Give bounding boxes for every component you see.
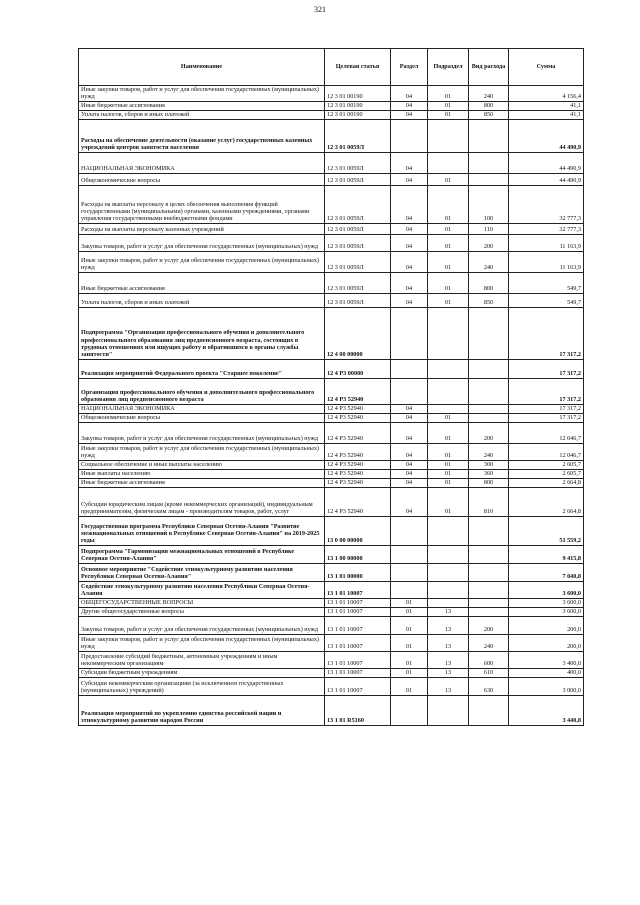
row-amount: 41,1 bbox=[509, 101, 584, 110]
row-amount: 200,0 bbox=[509, 634, 584, 651]
row-section: 04 bbox=[391, 86, 428, 102]
row-name: Закупка товаров, работ и услуг для обеспечения государственных (муниципальных) нужд bbox=[79, 234, 325, 251]
row-amount: 11 163,9 bbox=[509, 234, 584, 251]
row-amount: 17 317,2 bbox=[509, 404, 584, 413]
table-row bbox=[79, 223, 584, 234]
table-row bbox=[79, 516, 584, 545]
row-subsection bbox=[428, 581, 469, 598]
row-subsection: 01 bbox=[428, 293, 469, 307]
row-amount: 3 440,8 bbox=[509, 695, 584, 725]
table-row bbox=[79, 173, 584, 185]
row-name: Иные закупки товаров, работ и услуг для обеспечения государственных (муниципальных) нужд bbox=[79, 443, 325, 460]
row-subsection: 01 bbox=[428, 487, 469, 516]
row-section: 04 bbox=[391, 152, 428, 173]
row-name: Общеэкономические вопросы bbox=[79, 173, 325, 185]
table-row bbox=[79, 272, 584, 293]
row-amount: 44 490,9 bbox=[509, 119, 584, 152]
row-section: 01 bbox=[391, 607, 428, 616]
row-section: 04 bbox=[391, 422, 428, 443]
table-row bbox=[79, 359, 584, 378]
row-amount: 17 317,2 bbox=[509, 413, 584, 422]
row-expense-type: 800 bbox=[469, 272, 509, 293]
row-target-article: 12 3 01 0059Л bbox=[325, 173, 391, 185]
row-amount: 200,0 bbox=[509, 616, 584, 634]
row-subsection: 13 bbox=[428, 668, 469, 677]
row-amount: 2 664,8 bbox=[509, 478, 584, 487]
row-target-article: 13 1 01 00000 bbox=[325, 563, 391, 581]
row-expense-type: 240 bbox=[469, 634, 509, 651]
row-section bbox=[391, 307, 428, 359]
row-amount: 2 605,7 bbox=[509, 460, 584, 469]
row-section: 01 bbox=[391, 616, 428, 634]
row-amount: 400,0 bbox=[509, 668, 584, 677]
row-section: 04 bbox=[391, 251, 428, 272]
row-target-article: 13 1 01 10007 bbox=[325, 598, 391, 607]
row-target-article: 12 4 P3 52940 bbox=[325, 378, 391, 404]
row-section bbox=[391, 545, 428, 563]
row-expense-type: 850 bbox=[469, 110, 509, 119]
table-row bbox=[79, 293, 584, 307]
header-expense-type: Вид расхода bbox=[469, 49, 509, 86]
table-row bbox=[79, 677, 584, 695]
row-expense-type: 610 bbox=[469, 668, 509, 677]
row-section: 01 bbox=[391, 634, 428, 651]
row-amount: 2 605,7 bbox=[509, 469, 584, 478]
row-target-article: 12 4 P3 52940 bbox=[325, 460, 391, 469]
row-amount: 17 317,2 bbox=[509, 307, 584, 359]
row-target-article: 12 3 01 0059Л bbox=[325, 293, 391, 307]
table-row bbox=[79, 404, 584, 413]
row-expense-type: 630 bbox=[469, 677, 509, 695]
row-target-article: 13 1 01 10007 bbox=[325, 677, 391, 695]
row-expense-type: 800 bbox=[469, 478, 509, 487]
row-amount: 17 317,2 bbox=[509, 378, 584, 404]
row-expense-type: 240 bbox=[469, 86, 509, 102]
row-name: Расходы на выплаты персоналу казенных учреждений bbox=[79, 223, 325, 234]
row-target-article: 12 4 P3 52940 bbox=[325, 422, 391, 443]
row-amount: 17 317,2 bbox=[509, 359, 584, 378]
row-amount: 7 040,8 bbox=[509, 563, 584, 581]
row-expense-type: 810 bbox=[469, 487, 509, 516]
row-target-article: 13 1 01 10007 bbox=[325, 581, 391, 598]
budget-table bbox=[78, 48, 584, 726]
row-section: 04 bbox=[391, 223, 428, 234]
row-subsection: 13 bbox=[428, 607, 469, 616]
row-name: Государственная программа Республики Северная Осетия-Алания "Развитие межнациональных отношений в Республике Северная Осетия-Алания" на 2019-2025 годы bbox=[79, 516, 325, 545]
row-section bbox=[391, 563, 428, 581]
row-name: Подпрограмма "Гармонизация межнациональных отношений в Республике Северная Осетия-Алания" bbox=[79, 545, 325, 563]
row-name: Другие общегосударственные вопросы bbox=[79, 607, 325, 616]
table-row bbox=[79, 152, 584, 173]
row-amount: 11 163,9 bbox=[509, 251, 584, 272]
row-amount: 12 046,7 bbox=[509, 443, 584, 460]
row-name: Закупка товаров, работ и услуг для обеспечения государственных (муниципальных) нужд bbox=[79, 422, 325, 443]
row-section: 04 bbox=[391, 460, 428, 469]
row-target-article: 12 3 01 0059Л bbox=[325, 234, 391, 251]
row-name: Организация профессионального обучения и дополнительного профессионального образования лиц предпенсионного возраста bbox=[79, 378, 325, 404]
row-target-article: 12 3 01 0059Л bbox=[325, 223, 391, 234]
table-row bbox=[79, 651, 584, 668]
table-row bbox=[79, 185, 584, 223]
row-expense-type bbox=[469, 152, 509, 173]
row-target-article: 12 4 P3 52940 bbox=[325, 478, 391, 487]
row-section bbox=[391, 516, 428, 545]
row-subsection: 01 bbox=[428, 110, 469, 119]
header-target-article: Целевая статья bbox=[325, 49, 391, 86]
row-section: 01 bbox=[391, 677, 428, 695]
row-name: Иные бюджетные ассигнования bbox=[79, 478, 325, 487]
row-amount: 44 490,9 bbox=[509, 152, 584, 173]
table-row bbox=[79, 443, 584, 460]
row-name: Реализация мероприятий по укреплению единства российской нации и этнокультурному развитию народов России bbox=[79, 695, 325, 725]
row-name: Основное мероприятие "Содействие этнокультурному развитию населения Республики Северная Осетия-Алания" bbox=[79, 563, 325, 581]
row-amount: 549,7 bbox=[509, 293, 584, 307]
row-section: 04 bbox=[391, 234, 428, 251]
table-row bbox=[79, 598, 584, 607]
row-subsection: 01 bbox=[428, 185, 469, 223]
row-subsection: 01 bbox=[428, 460, 469, 469]
row-target-article: 13 0 00 00000 bbox=[325, 516, 391, 545]
row-subsection: 01 bbox=[428, 223, 469, 234]
row-subsection: 13 bbox=[428, 651, 469, 668]
row-amount: 3 600,0 bbox=[509, 607, 584, 616]
row-expense-type: 360 bbox=[469, 469, 509, 478]
row-expense-type bbox=[469, 598, 509, 607]
row-subsection: 01 bbox=[428, 413, 469, 422]
row-target-article: 12 4 00 00000 bbox=[325, 307, 391, 359]
row-target-article: 12 4 P3 00000 bbox=[325, 359, 391, 378]
row-expense-type bbox=[469, 359, 509, 378]
row-subsection: 13 bbox=[428, 634, 469, 651]
row-subsection: 01 bbox=[428, 443, 469, 460]
row-subsection bbox=[428, 378, 469, 404]
row-amount: 4 156,4 bbox=[509, 86, 584, 102]
row-name: НАЦИОНАЛЬНАЯ ЭКОНОМИКА bbox=[79, 152, 325, 173]
row-section: 04 bbox=[391, 110, 428, 119]
table-body bbox=[79, 86, 584, 726]
table-row bbox=[79, 581, 584, 598]
header-subsection: Подраздел bbox=[428, 49, 469, 86]
row-name: Расходы на обеспечение деятельности (оказание услуг) государственных казенных учреждений центров занятости населения bbox=[79, 119, 325, 152]
row-section bbox=[391, 378, 428, 404]
header-name: Наименование bbox=[79, 49, 325, 86]
table-row bbox=[79, 422, 584, 443]
table-row bbox=[79, 251, 584, 272]
row-expense-type: 100 bbox=[469, 185, 509, 223]
row-amount: 3 000,0 bbox=[509, 677, 584, 695]
row-subsection: 01 bbox=[428, 478, 469, 487]
row-expense-type bbox=[469, 581, 509, 598]
row-name: Иные закупки товаров, работ и услуг для обеспечения государственных (муниципальных) нужд bbox=[79, 251, 325, 272]
row-name: Иные выплаты населению bbox=[79, 469, 325, 478]
table-row bbox=[79, 119, 584, 152]
row-name: Субсидии бюджетным учреждениям bbox=[79, 668, 325, 677]
row-target-article: 13 1 01 10007 bbox=[325, 607, 391, 616]
row-expense-type: 800 bbox=[469, 101, 509, 110]
row-target-article: 12 4 P3 52940 bbox=[325, 404, 391, 413]
row-subsection bbox=[428, 359, 469, 378]
row-name: Иные бюджетные ассигнования bbox=[79, 272, 325, 293]
row-amount: 32 777,3 bbox=[509, 185, 584, 223]
table-row bbox=[79, 545, 584, 563]
row-expense-type bbox=[469, 119, 509, 152]
table-row bbox=[79, 487, 584, 516]
table-row bbox=[79, 469, 584, 478]
row-name: Иные бюджетные ассигнования bbox=[79, 101, 325, 110]
row-expense-type bbox=[469, 607, 509, 616]
table-row bbox=[79, 607, 584, 616]
row-expense-type bbox=[469, 378, 509, 404]
row-expense-type: 200 bbox=[469, 422, 509, 443]
row-subsection: 01 bbox=[428, 173, 469, 185]
row-subsection: 13 bbox=[428, 677, 469, 695]
row-amount: 51 559,2 bbox=[509, 516, 584, 545]
row-section: 04 bbox=[391, 487, 428, 516]
row-name: НАЦИОНАЛЬНАЯ ЭКОНОМИКА bbox=[79, 404, 325, 413]
row-subsection bbox=[428, 152, 469, 173]
table-row bbox=[79, 413, 584, 422]
row-expense-type bbox=[469, 404, 509, 413]
row-section bbox=[391, 359, 428, 378]
row-amount: 2 664,8 bbox=[509, 487, 584, 516]
row-name: Иные закупки товаров, работ и услуг для обеспечения государственных (муниципальных) нужд bbox=[79, 86, 325, 102]
row-target-article: 12 3 01 0059Л bbox=[325, 152, 391, 173]
row-subsection bbox=[428, 404, 469, 413]
row-subsection: 01 bbox=[428, 272, 469, 293]
row-subsection bbox=[428, 695, 469, 725]
row-section: 04 bbox=[391, 469, 428, 478]
row-amount: 32 777,3 bbox=[509, 223, 584, 234]
table-row bbox=[79, 234, 584, 251]
page-number: 321 bbox=[314, 5, 326, 14]
row-target-article: 13 1 01 10007 bbox=[325, 651, 391, 668]
row-section: 04 bbox=[391, 173, 428, 185]
row-name: Содействие этнокультурному развитию населения Республики Северная Осетия-Алания bbox=[79, 581, 325, 598]
row-expense-type: 200 bbox=[469, 234, 509, 251]
row-subsection: 01 bbox=[428, 86, 469, 102]
row-section bbox=[391, 119, 428, 152]
row-name: Общеэкономические вопросы bbox=[79, 413, 325, 422]
row-subsection: 01 bbox=[428, 234, 469, 251]
row-subsection bbox=[428, 119, 469, 152]
row-expense-type: 300 bbox=[469, 460, 509, 469]
row-subsection bbox=[428, 307, 469, 359]
row-name: Уплата налогов, сборов и иных платежей bbox=[79, 110, 325, 119]
row-name: Иные закупки товаров, работ и услуг для обеспечения государственных (муниципальных) нужд bbox=[79, 634, 325, 651]
row-section: 01 bbox=[391, 668, 428, 677]
row-subsection: 01 bbox=[428, 101, 469, 110]
row-subsection bbox=[428, 598, 469, 607]
row-expense-type bbox=[469, 307, 509, 359]
row-section: 01 bbox=[391, 598, 428, 607]
table-row bbox=[79, 668, 584, 677]
row-name: Субсидии юридическим лицам (кроме некоммерческих организаций), индивидуальным предпринимателям, физическим лицам - производителям товаров, работ, услуг bbox=[79, 487, 325, 516]
row-target-article: 12 3 01 0059Л bbox=[325, 119, 391, 152]
row-section: 01 bbox=[391, 651, 428, 668]
row-target-article: 12 4 P3 52940 bbox=[325, 413, 391, 422]
row-section: 04 bbox=[391, 185, 428, 223]
row-amount: 3 600,0 bbox=[509, 581, 584, 598]
row-target-article: 12 3 01 00190 bbox=[325, 86, 391, 102]
table-row bbox=[79, 307, 584, 359]
row-target-article: 13 1 01 10007 bbox=[325, 668, 391, 677]
header-section: Раздел bbox=[391, 49, 428, 86]
row-amount: 549,7 bbox=[509, 272, 584, 293]
row-section: 04 bbox=[391, 413, 428, 422]
table-row bbox=[79, 460, 584, 469]
table-row bbox=[79, 563, 584, 581]
table-row bbox=[79, 634, 584, 651]
row-amount: 3 600,0 bbox=[509, 598, 584, 607]
row-amount: 12 046,7 bbox=[509, 422, 584, 443]
row-target-article: 12 3 01 0059Л bbox=[325, 251, 391, 272]
row-expense-type: 600 bbox=[469, 651, 509, 668]
row-amount: 44 490,9 bbox=[509, 173, 584, 185]
row-expense-type bbox=[469, 545, 509, 563]
row-target-article: 12 3 01 00190 bbox=[325, 101, 391, 110]
row-section bbox=[391, 581, 428, 598]
row-subsection: 01 bbox=[428, 251, 469, 272]
row-name: Подпрограмма "Организация профессионального обучения и дополнительного профессионального образования лиц предпенсионного возраста, состоящих в трудовых отношениях или ищущих работу и обратившихся в органы службы занятости" bbox=[79, 307, 325, 359]
row-amount: 3 400,0 bbox=[509, 651, 584, 668]
row-name: ОБЩЕГОСУДАРСТВЕННЫЕ ВОПРОСЫ bbox=[79, 598, 325, 607]
row-section bbox=[391, 695, 428, 725]
table-row bbox=[79, 86, 584, 102]
row-target-article: 12 3 01 0059Л bbox=[325, 185, 391, 223]
table-row bbox=[79, 378, 584, 404]
row-subsection: 01 bbox=[428, 422, 469, 443]
row-target-article: 13 1 01 10007 bbox=[325, 616, 391, 634]
row-section: 04 bbox=[391, 443, 428, 460]
row-target-article: 12 4 P3 52940 bbox=[325, 487, 391, 516]
row-expense-type bbox=[469, 516, 509, 545]
row-name: Уплата налогов, сборов и иных платежей bbox=[79, 293, 325, 307]
row-amount: 9 415,8 bbox=[509, 545, 584, 563]
row-expense-type: 110 bbox=[469, 223, 509, 234]
row-subsection bbox=[428, 563, 469, 581]
row-section: 04 bbox=[391, 101, 428, 110]
row-subsection: 13 bbox=[428, 616, 469, 634]
row-subsection bbox=[428, 516, 469, 545]
row-name: Закупка товаров, работ и услуг для обеспечения государственных (муниципальных) нужд bbox=[79, 616, 325, 634]
row-expense-type bbox=[469, 173, 509, 185]
row-name: Социальное обеспечение и иные выплаты населению bbox=[79, 460, 325, 469]
row-section: 04 bbox=[391, 478, 428, 487]
row-name: Реализация мероприятий Федерального проекта "Старшее поколение" bbox=[79, 359, 325, 378]
table-header-row bbox=[79, 49, 584, 86]
row-target-article: 13 1 00 00000 bbox=[325, 545, 391, 563]
table-row bbox=[79, 478, 584, 487]
table-row bbox=[79, 101, 584, 110]
row-expense-type: 850 bbox=[469, 293, 509, 307]
row-expense-type bbox=[469, 563, 509, 581]
table-row bbox=[79, 695, 584, 725]
row-expense-type bbox=[469, 413, 509, 422]
row-section: 04 bbox=[391, 272, 428, 293]
row-name: Субсидии некоммерческим организациям (за исключением государственных (муниципальных) учреждений) bbox=[79, 677, 325, 695]
row-target-article: 13 1 01 R5160 bbox=[325, 695, 391, 725]
row-subsection: 01 bbox=[428, 469, 469, 478]
row-expense-type: 240 bbox=[469, 443, 509, 460]
row-expense-type bbox=[469, 695, 509, 725]
header-amount: Сумма bbox=[509, 49, 584, 86]
row-target-article: 12 3 01 0059Л bbox=[325, 272, 391, 293]
row-subsection bbox=[428, 545, 469, 563]
row-expense-type: 240 bbox=[469, 251, 509, 272]
row-target-article: 12 3 01 00190 bbox=[325, 110, 391, 119]
table-row bbox=[79, 110, 584, 119]
row-amount: 41,1 bbox=[509, 110, 584, 119]
row-expense-type: 200 bbox=[469, 616, 509, 634]
row-name: Расходы на выплаты персоналу в целях обеспечения выполнения функций государственными (муниципальными) органами, казенными учреждениями, органами управления государственными внебюджетными фондами bbox=[79, 185, 325, 223]
row-target-article: 12 4 P3 52940 bbox=[325, 443, 391, 460]
row-name: Предоставление субсидий бюджетным, автономным учреждениям и иным некоммерческим организациям bbox=[79, 651, 325, 668]
row-section: 04 bbox=[391, 404, 428, 413]
table-row bbox=[79, 616, 584, 634]
row-target-article: 12 4 P3 52940 bbox=[325, 469, 391, 478]
row-section: 04 bbox=[391, 293, 428, 307]
row-target-article: 13 1 01 10007 bbox=[325, 634, 391, 651]
